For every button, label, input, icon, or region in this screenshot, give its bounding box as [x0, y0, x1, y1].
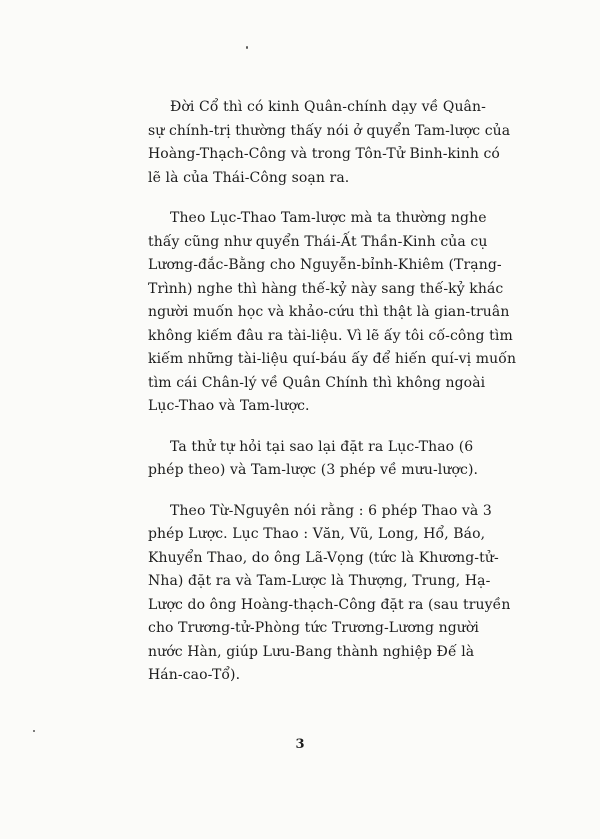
ink-speck-top: [246, 46, 248, 49]
text-line: nước Hàn, giúp Lưu-Bang thành nghiệp Đế là: [148, 643, 475, 660]
text-line: Lục-Thao và Tam-lược.: [148, 398, 310, 414]
text-line: kiếm những tài-liệu quí-báu ấy để hiến quí-vị muốn: [148, 351, 517, 367]
page-number: 3: [295, 737, 305, 752]
ink-speck-left: [33, 730, 35, 732]
text-line: phép Lược. Lục Thao : Văn, Vũ, Long, Hổ, Báo,: [148, 526, 486, 542]
text-line: Đời Cổ thì có kinh Quân-chính dạy về Quân-: [170, 99, 486, 115]
text-line: cho Trương-tử-Phòng tức Trương-Lương người: [148, 620, 479, 636]
text-line: sự chính-trị thường thấy nói ở quyển Tam-lược của: [148, 122, 511, 139]
text-line: Lương-đắc-Bằng cho Nguyễn-bỉnh-Khiêm (Trạng-: [148, 257, 502, 273]
text-line: không kiếm đâu ra tài-liệu. Vì lẽ ấy tôi cố-công tìm: [148, 327, 513, 344]
text-line: Khuyển Thao, do ông Lã-Vọng (tức là Khương-tử-: [148, 549, 499, 566]
text-line: Ta thử tự hỏi tại sao lại đặt ra Lục-Thao (6: [170, 438, 474, 455]
paragraph-4: [148, 500, 511, 688]
text-line: thấy cũng như quyển Thái-Ất Thần-Kinh của cụ: [148, 233, 488, 250]
text-line: người muốn học và khảo-cứu thì thật là gian-truân: [148, 304, 510, 320]
text-line: Hoàng-Thạch-Công và trong Tôn-Tử Binh-kinh có: [148, 146, 500, 162]
body-text: [148, 96, 517, 705]
text-line: lẽ là của Thái-Công soạn ra.: [148, 169, 350, 186]
text-line: Nha) đặt ra và Tam-Lược là Thượng, Trung, Hạ-: [148, 573, 491, 589]
text-line: Theo Lục-Thao Tam-lược mà ta thường nghe: [170, 210, 487, 226]
paragraph-1: [148, 96, 511, 190]
text-line: Trình) nghe thì hàng thế-kỷ này sang thế-kỷ khác: [148, 280, 504, 297]
text-line: Lược do ông Hoàng-thạch-Công đặt ra (sau truyền: [148, 596, 511, 613]
text-line: tìm cái Chân-lý về Quân Chính thì không ngoài: [148, 374, 486, 391]
paragraph-2: [148, 207, 517, 419]
text-line: Hán-cao-Tổ).: [148, 667, 241, 683]
paragraph-3: [148, 436, 479, 483]
text-line: Theo Từ-Nguyên nói rằng : 6 phép Thao và 3: [170, 502, 492, 519]
text-line: phép theo) và Tam-lược (3 phép về mưu-lược).: [148, 462, 479, 478]
